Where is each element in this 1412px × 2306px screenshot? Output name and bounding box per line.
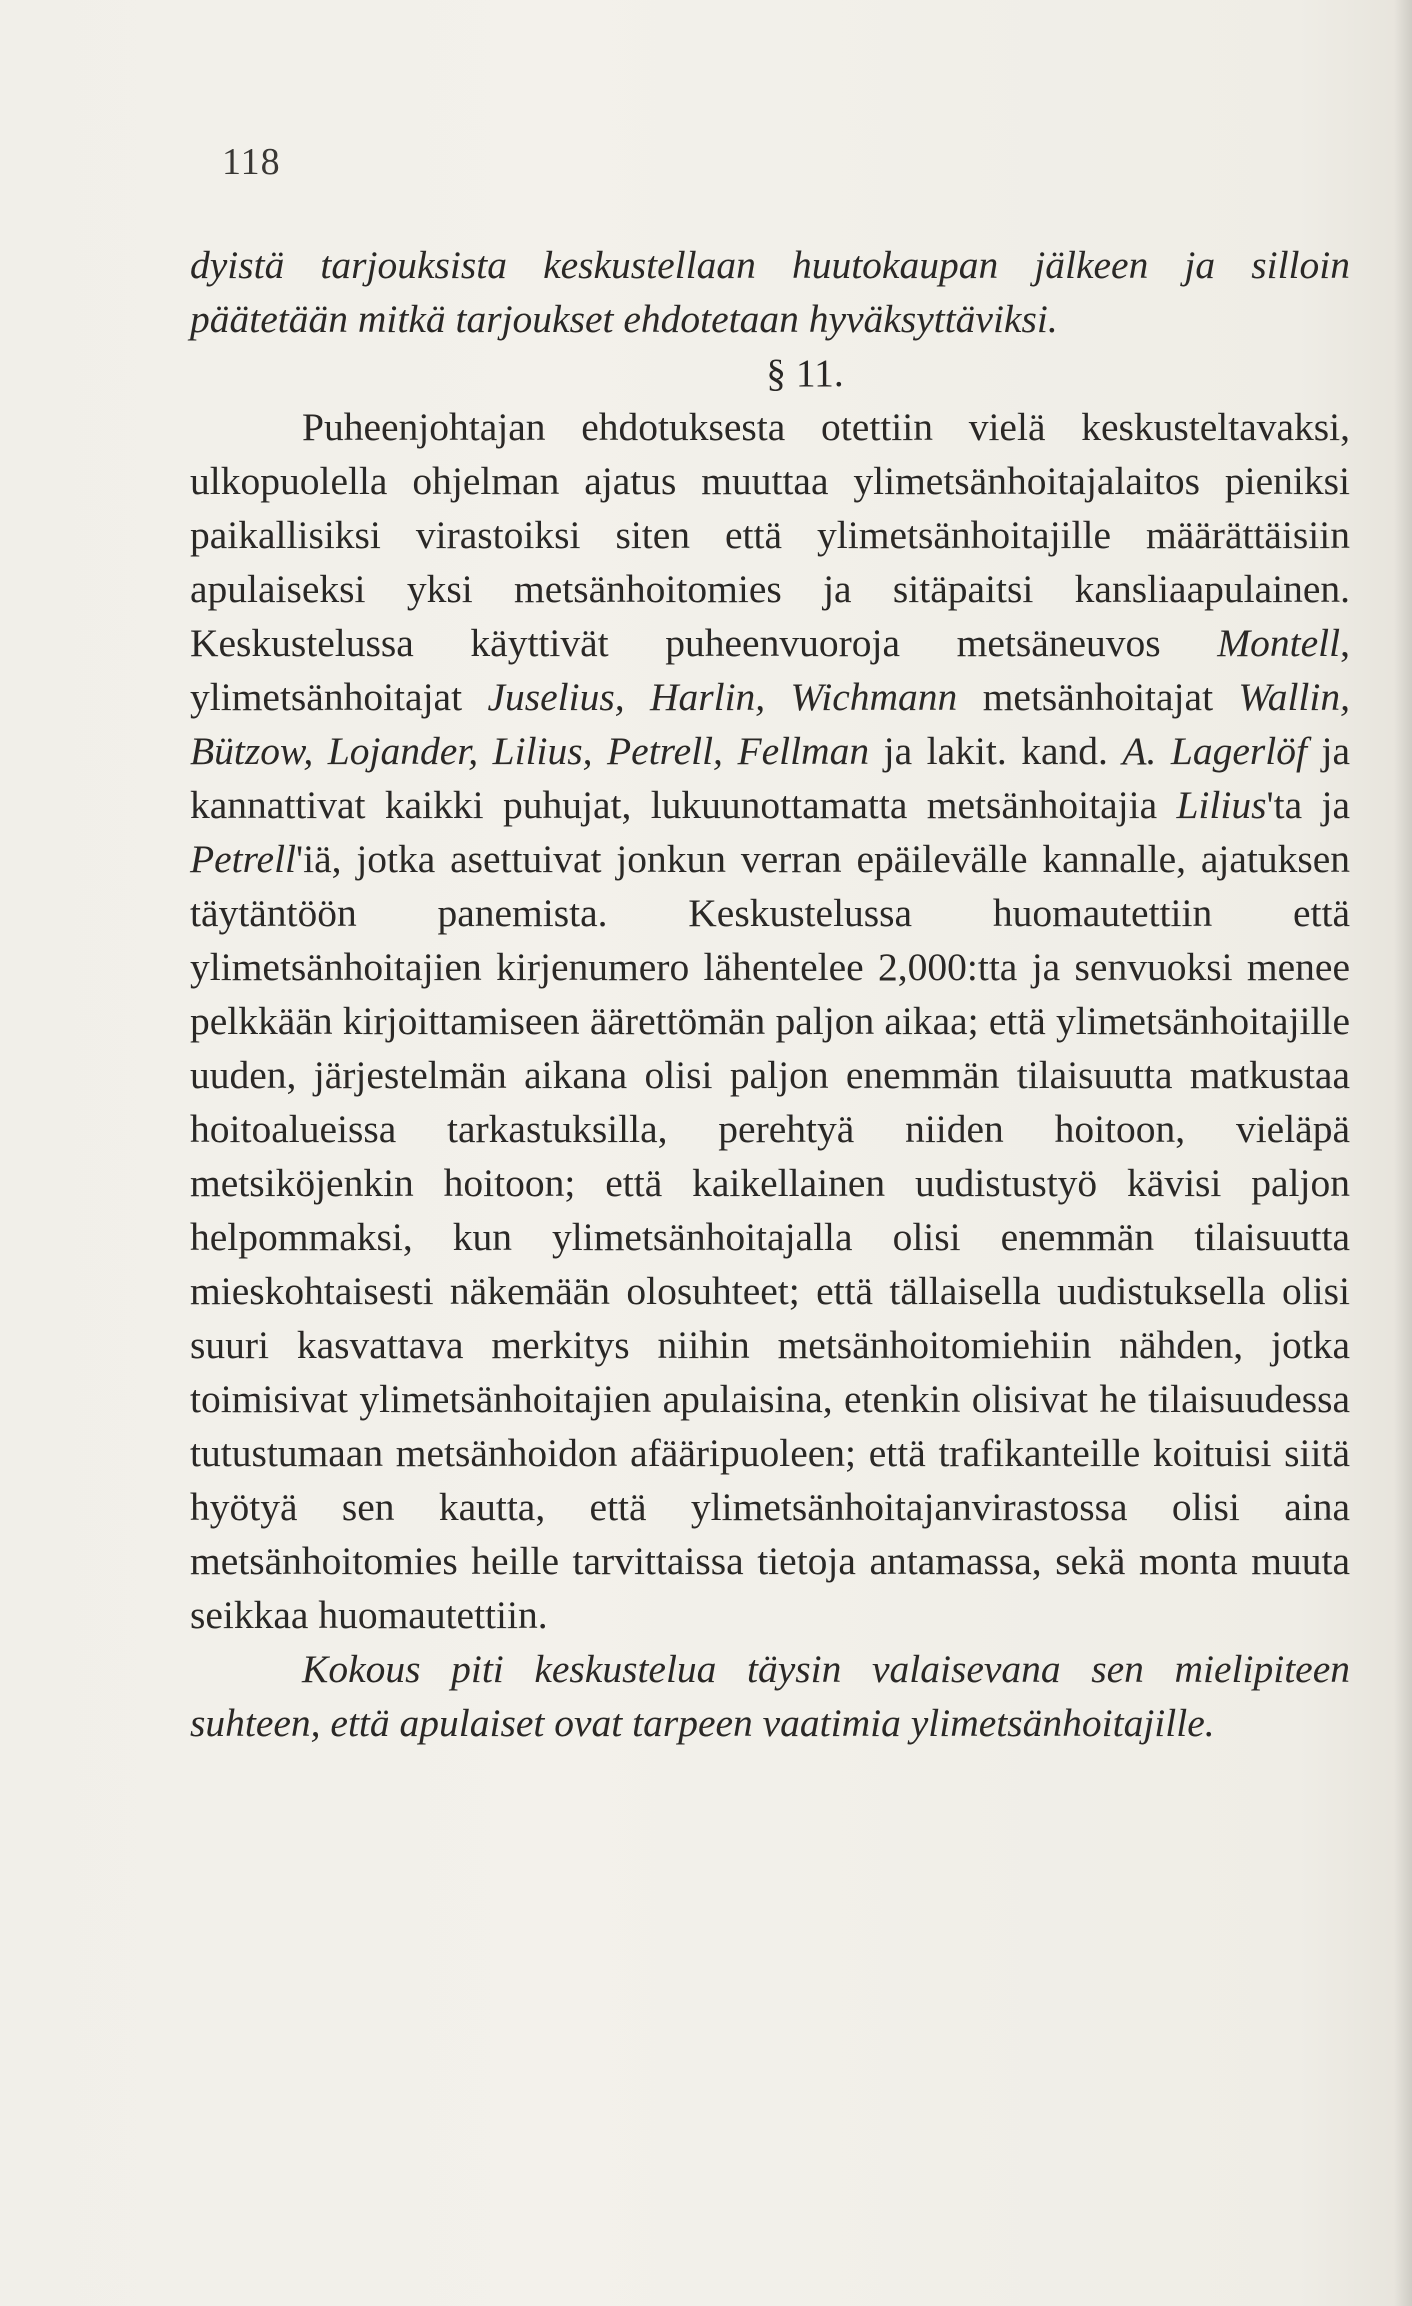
- person-name: Lilius: [1176, 783, 1267, 827]
- conclusion-paragraph: Kokous piti keskustelua täysin valaisevana sen mielipiteen suhteen, että apulaiset ovat tarpeen vaatimia ylimetsänhoitajille.: [190, 1647, 1350, 1745]
- person-name: A. Lagerlöf: [1122, 729, 1307, 773]
- person-names: Juselius, Harlin, Wichmann: [487, 675, 958, 719]
- person-names: Wallin, Bützow, Lojander, Lilius, Petrell, Fellman: [190, 675, 1350, 773]
- body-text: metsänhoitajat: [957, 675, 1239, 719]
- page-number: 118: [222, 141, 281, 183]
- top-paragraph: dyistä tarjouksista keskustellaan huutokaupan jälkeen ja silloin päätetään mitkä tarjoukset ehdotetaan hyväksyttäviksi.: [190, 243, 1350, 341]
- body-text: , ylimetsänhoitajat: [190, 621, 1350, 719]
- body-text: 'ta ja: [1266, 783, 1350, 827]
- body-text: 'iä, jotka asettuivat jonkun verran epäilevälle kannalle, ajatuksen täytäntöön panemista. Keskustelussa huomautettiin että ylimetsänhoitajien kirjenumero lähentelee 2,000:tta ja senvuoksi menee pelkkään kirjoittamiseen äärettömän paljon aikaa; että ylimetsänhoitajille uuden, järjestelmän aikana olisi paljon enemmän tilaisuutta matkustaa hoitoalueissa tarkastuksilla, perehtyä niiden hoitoon, vieläpä metsiköjenkin hoitoon; että kaikellainen uudistustyö kävisi paljon helpommaksi, kun ylimetsänhoitajalla olisi enemmän tilaisuutta mieskohtaisesti näkemään olosuhteet; että tällaisella uudistuksella olisi suuri kasvattava merkitys niihin metsänhoitomiehiin nähden, jotka toimisivat ylimetsänhoitajien apulaisina, etenkin olisivat he tilaisuudessa tutustumaan metsänhoidon afääripuoleen; että trafikanteille koituisi siitä hyötyä sen kautta, että ylimetsänhoitajanvirastossa olisi aina metsänhoitomies heille tarvittaissa tietoja antamassa, sekä monta muuta seikkaa huomautettiin.: [190, 837, 1350, 1637]
- body-text: ja kannattivat kaikki puhujat, lukuunottamatta metsänhoitajia: [190, 729, 1350, 827]
- body-text: ja lakit. kand.: [869, 729, 1123, 773]
- person-name: Petrell: [190, 837, 297, 881]
- page-text: [190, 238, 1350, 1750]
- body-text: Puheenjohtajan ehdotuksesta otettiin vielä keskusteltavaksi, ulkopuolella ohjelman ajatus muuttaa ylimetsänhoitajalaitos pieniksi paikallisiksi virastoiksi siten että ylimetsänhoitajille määrättäisiin apulaiseksi yksi metsänhoitomies ja sitäpaitsi kansliaapulainen. Keskustelussa käyttivät puheenvuoroja metsäneuvos: [190, 405, 1350, 665]
- section-heading: § 11.: [766, 351, 844, 395]
- page-edge-shadow: [1394, 0, 1412, 2306]
- body-paragraph: [190, 400, 1350, 1642]
- person-name: Montell: [1217, 621, 1341, 665]
